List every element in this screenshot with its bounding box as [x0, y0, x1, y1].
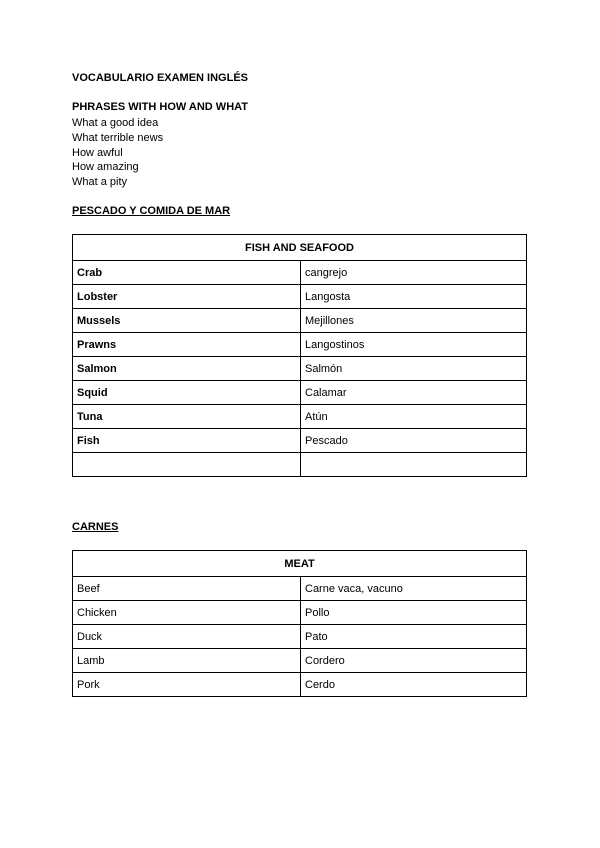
table-row — [73, 357, 527, 381]
english-cell: Salmon — [73, 357, 301, 381]
table-row — [73, 285, 527, 309]
spanish-cell: Cerdo — [301, 673, 527, 697]
table-row — [73, 453, 527, 477]
fish-table-title: FISH AND SEAFOOD — [73, 235, 527, 261]
spanish-cell: Atún — [301, 405, 527, 429]
table-row — [73, 673, 527, 697]
phrase-item: What a pity — [72, 176, 128, 189]
table-row — [73, 405, 527, 429]
table-row — [73, 649, 527, 673]
table-row — [73, 601, 527, 625]
meat-table-title: MEAT — [73, 551, 527, 577]
spanish-cell: Pollo — [301, 601, 527, 625]
spanish-cell: Mejillones — [301, 309, 527, 333]
spanish-cell: cangrejo — [301, 261, 527, 285]
spanish-cell: Pescado — [301, 429, 527, 453]
spanish-cell: Calamar — [301, 381, 527, 405]
fish-section-heading: PESCADO Y COMIDA DE MAR — [72, 205, 231, 217]
spanish-cell: Langosta — [301, 285, 527, 309]
table-row — [73, 309, 527, 333]
english-cell: Squid — [73, 381, 301, 405]
table-header-row — [73, 235, 527, 261]
english-cell: Chicken — [73, 601, 301, 625]
phrase-item: How amazing — [72, 161, 139, 174]
spanish-cell: Salmón — [301, 357, 527, 381]
english-cell: Lamb — [73, 649, 301, 673]
english-cell: Crab — [73, 261, 301, 285]
table-row — [73, 429, 527, 453]
spanish-cell: Pato — [301, 625, 527, 649]
table-row — [73, 577, 527, 601]
english-cell: Tuna — [73, 405, 301, 429]
phrases-heading: PHRASES WITH HOW AND WHAT — [72, 101, 248, 113]
english-cell: Pork — [73, 673, 301, 697]
english-cell: Lobster — [73, 285, 301, 309]
phrase-item: How awful — [72, 146, 123, 159]
phrase-item: What a good idea — [72, 117, 159, 129]
table-row — [73, 261, 527, 285]
fish-table — [72, 234, 527, 477]
english-cell: Mussels — [73, 309, 301, 333]
phrase-item: What terrible news — [72, 131, 164, 144]
table-row — [73, 333, 527, 357]
table-header-row — [73, 551, 527, 577]
table-row — [73, 381, 527, 405]
english-cell: Duck — [73, 625, 301, 649]
meat-section-heading: CARNES — [72, 521, 119, 533]
meat-table — [72, 550, 527, 697]
phrase-list — [72, 116, 163, 190]
table-row — [73, 625, 527, 649]
english-cell: Prawns — [73, 333, 301, 357]
spanish-cell: Cordero — [301, 649, 527, 673]
spanish-cell: Langostinos — [301, 333, 527, 357]
english-cell: Fish — [73, 429, 301, 453]
spanish-cell — [301, 453, 527, 477]
spanish-cell: Carne vaca, vacuno — [301, 577, 527, 601]
document-title: VOCABULARIO EXAMEN INGLÉS — [72, 72, 249, 84]
english-cell — [73, 453, 301, 477]
english-cell: Beef — [73, 577, 301, 601]
